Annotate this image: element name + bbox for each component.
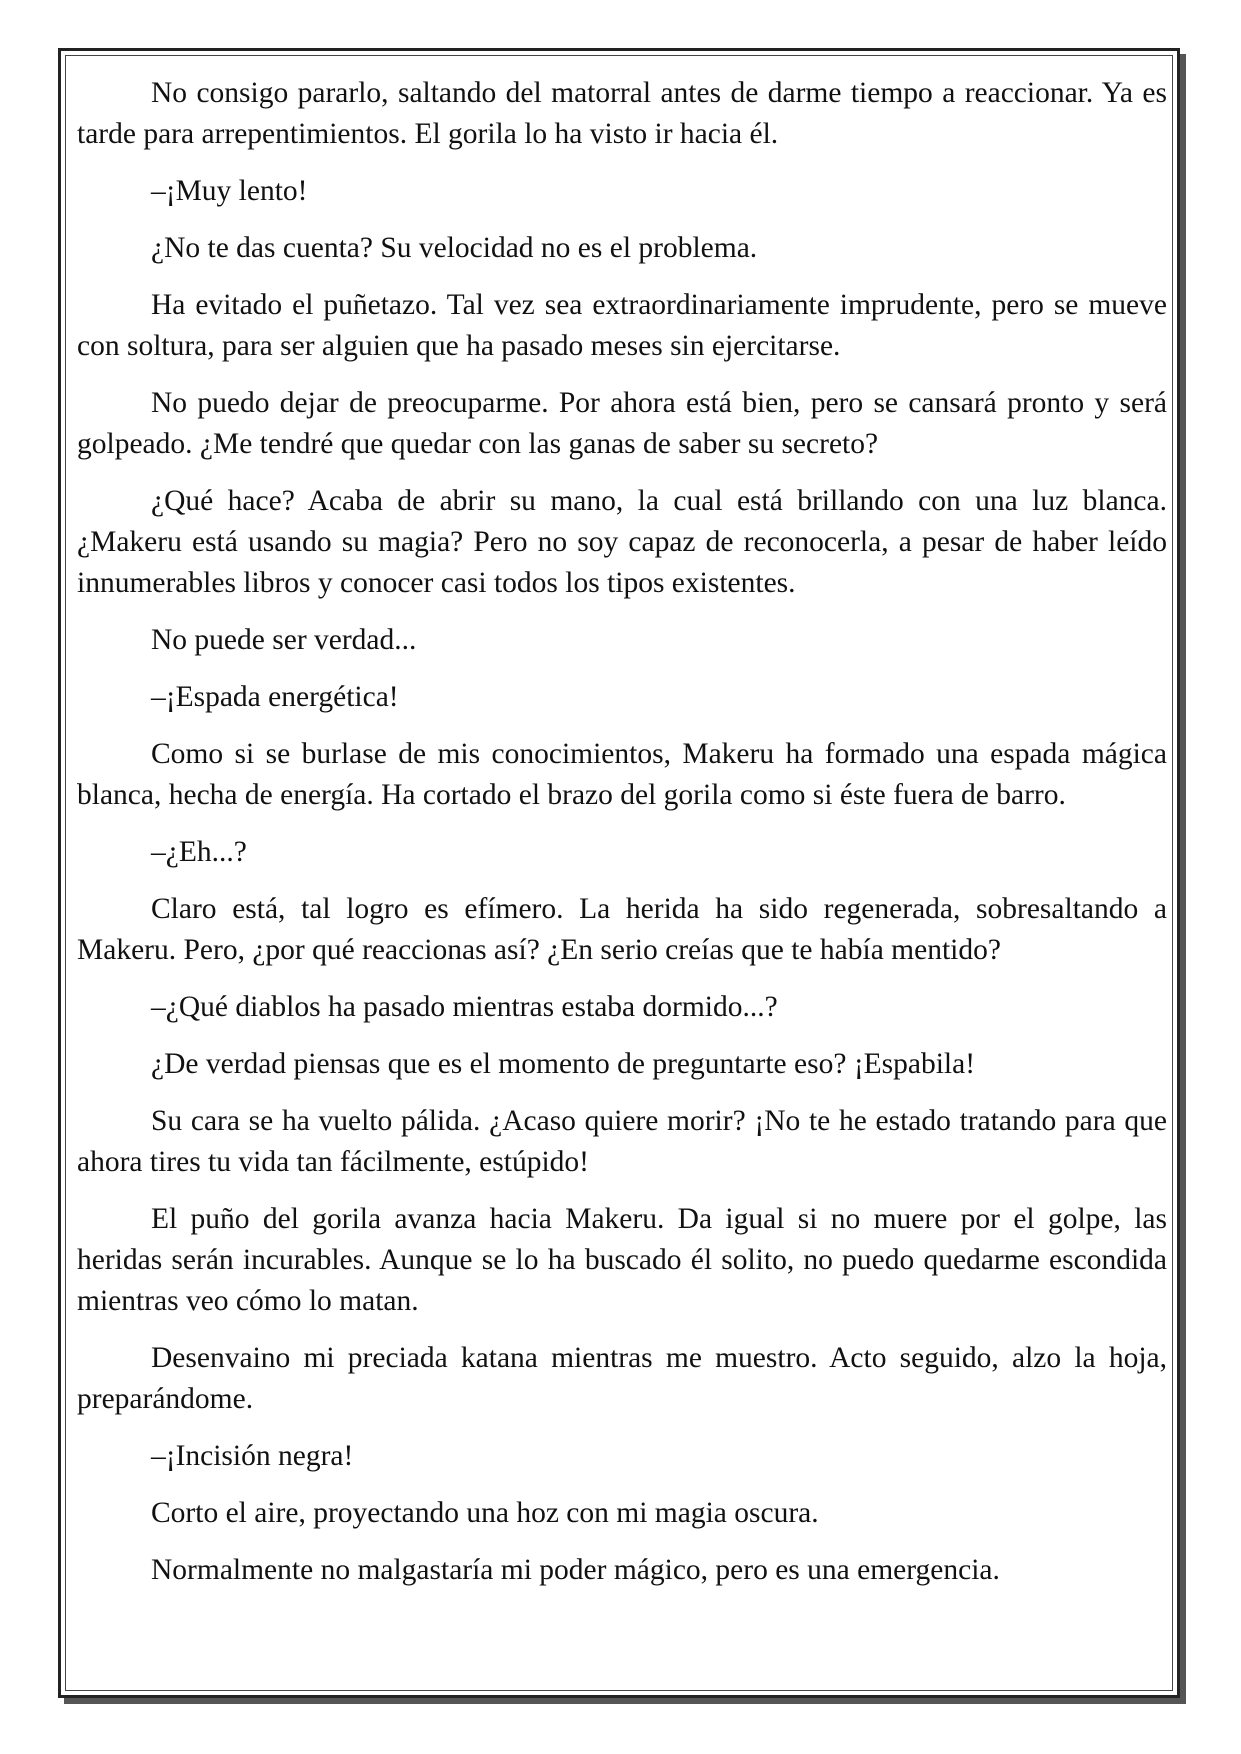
dialogue-line: –¡Espada energética! <box>151 681 399 713</box>
document-text <box>77 73 1167 1607</box>
paragraph: Claro está, tal logro es efímero. La herida ha sido regenerada, sobresaltando a Makeru. Pero, ¿por qué reaccionas así? ¿En serio creías que te había mentido? <box>77 893 1167 966</box>
paragraph: No puedo dejar de preocuparme. Por ahora está bien, pero se cansará pronto y será golpeado. ¿Me tendré que quedar con las ganas de saber su secreto? <box>77 387 1167 460</box>
paragraph: Desenvaino mi preciada katana mientras me muestro. Acto seguido, alzo la hoja, preparándome. <box>77 1342 1167 1415</box>
page-border-frame <box>58 48 1180 1698</box>
paragraph: ¿De verdad piensas que es el momento de preguntarte eso? ¡Espabila! <box>151 1048 976 1080</box>
paragraph: Como si se burlase de mis conocimientos, Makeru ha formado una espada mágica blanca, hecha de energía. Ha cortado el brazo del gorila como si éste fuera de barro. <box>77 738 1167 811</box>
paragraph: No puede ser verdad... <box>151 624 417 656</box>
dialogue-line: –¡Incisión negra! <box>151 1440 354 1472</box>
dialogue-line: –¿Qué diablos ha pasado mientras estaba dormido...? <box>151 991 778 1023</box>
paragraph: Su cara se ha vuelto pálida. ¿Acaso quiere morir? ¡No te he estado tratando para que ahora tires tu vida tan fácilmente, estúpido! <box>77 1105 1167 1178</box>
dialogue-line: –¿Eh...? <box>151 836 247 868</box>
paragraph: ¿No te das cuenta? Su velocidad no es el problema. <box>151 232 758 264</box>
dialogue-line: –¡Muy lento! <box>151 175 308 207</box>
paragraph: No consigo pararlo, saltando del matorral antes de darme tiempo a reaccionar. Ya es tarde para arrepentimientos. El gorila lo ha visto ir hacia él. <box>77 77 1167 150</box>
paragraph: El puño del gorila avanza hacia Makeru. Da igual si no muere por el golpe, las heridas serán incurables. Aunque se lo ha buscado él solito, no puedo quedarme escondida mientras veo cómo lo matan. <box>77 1203 1167 1317</box>
paragraph: Ha evitado el puñetazo. Tal vez sea extraordinariamente imprudente, pero se mueve con soltura, para ser alguien que ha pasado meses sin ejercitarse. <box>77 289 1167 362</box>
paragraph: Corto el aire, proyectando una hoz con mi magia oscura. <box>151 1497 819 1529</box>
paragraph: Normalmente no malgastaría mi poder mágico, pero es una emergencia. <box>151 1554 1000 1586</box>
paragraph: ¿Qué hace? Acaba de abrir su mano, la cual está brillando con una luz blanca. ¿Makeru está usando su magia? Pero no soy capaz de reconocerla, a pesar de haber leído innumerables libros y conocer casi todos los tipos existentes. <box>77 485 1167 599</box>
